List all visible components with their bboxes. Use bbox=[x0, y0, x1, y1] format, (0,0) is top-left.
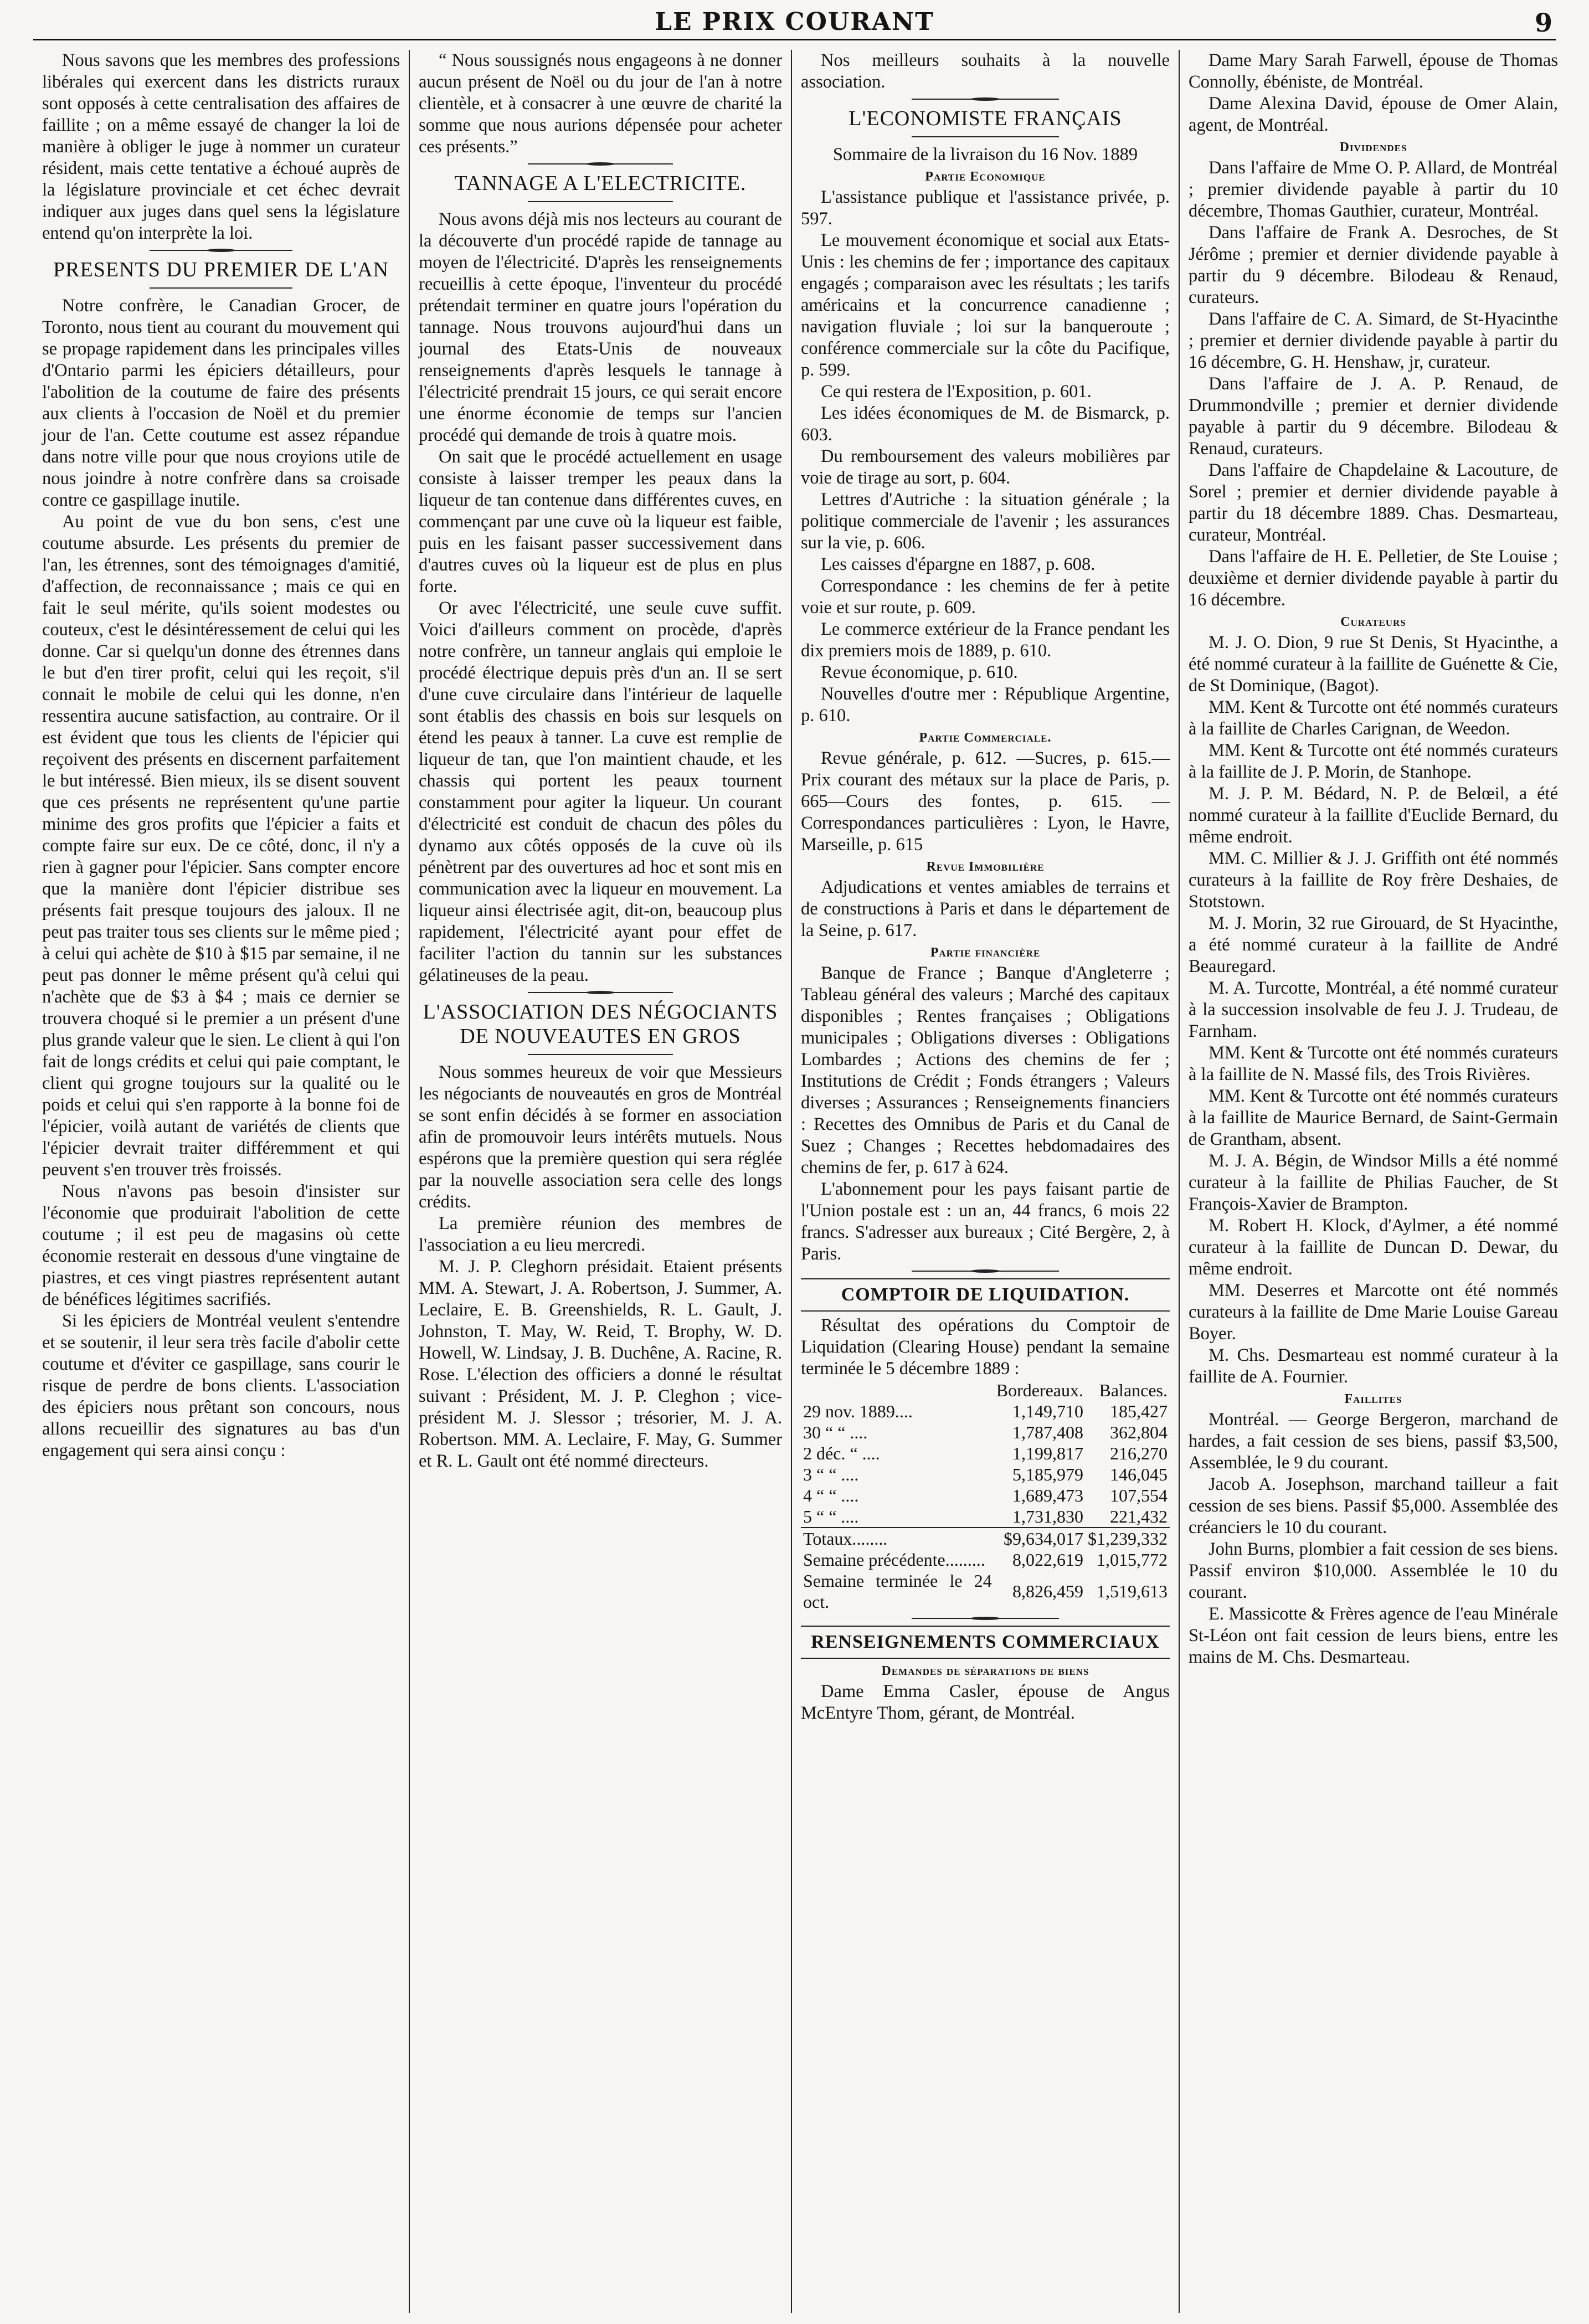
table-header-row bbox=[801, 1380, 1170, 1401]
table-row bbox=[801, 1485, 1170, 1506]
column-4 bbox=[1180, 50, 1567, 2313]
paragraph: Nos meilleurs souhaits à la nouvelle association. bbox=[801, 50, 1170, 92]
summary-line: Sommaire de la livraison du 16 Nov. 1889 bbox=[832, 145, 1138, 164]
list-item: M. J. A. Bégin, de Windsor Mills a été nommé curateur à la faillite de Philias Faucher, de St François-Xavier de Brampton. bbox=[1189, 1151, 1558, 1214]
ornament-divider bbox=[912, 1271, 1059, 1272]
divider bbox=[528, 201, 673, 202]
paragraph: Si les épiciers de Montréal veulent s'entendre et se soutenir, il leur sera très facile d'abolir cette coutume et d'éviter ce gaspillage, sans courir le risque de perdre de bons clients. L'association des épiciers nous prêtant son concours, nous allons recueillir des signatures au bas d'un engagement qui sera ainsi conçu : bbox=[42, 1311, 400, 1461]
list-item: Dame Alexina David, épouse de Omer Alain, agent, de Montréal. bbox=[1189, 94, 1558, 135]
list-item: M. Chs. Desmarteau est nommé curateur à la faillite de A. Fournier. bbox=[1189, 1345, 1558, 1387]
table-total-row bbox=[801, 1528, 1170, 1549]
table-cell: 216,270 bbox=[1110, 1443, 1168, 1463]
ornament-divider bbox=[528, 992, 673, 993]
article-heading: L'ECONOMISTE FRANÇAIS bbox=[849, 107, 1122, 130]
table-cell: Totaux........ bbox=[801, 1528, 994, 1549]
ornament-divider bbox=[150, 250, 292, 251]
table-row bbox=[801, 1570, 1170, 1612]
list-item: Le commerce extérieur de la France pendant les dix premiers mois de 1889, p. 610. bbox=[801, 619, 1170, 661]
table-cell: 30 “ “ .... bbox=[803, 1422, 868, 1442]
ornament-divider bbox=[912, 1618, 1059, 1619]
subheading: Faillites bbox=[1344, 1392, 1402, 1406]
ornament-divider bbox=[912, 99, 1059, 100]
list-item: MM. Kent & Turcotte ont été nommés curateurs à la faillite de Charles Carignan, de Weedon. bbox=[1189, 697, 1558, 739]
paragraph: Nous n'avons pas besoin d'insister sur l'économie que produirait l'abolition de cette coutume ; il est peu de magasins où cette économie resterait en dessous d'une vingtaine de piastres, et ces vingt piastres représentent autant de bénéfices légitimes sacrifiés. bbox=[42, 1181, 400, 1309]
table-cell: 8,826,459 bbox=[1012, 1581, 1083, 1601]
table-cell: 1,015,772 bbox=[1097, 1550, 1168, 1570]
subheading: Demandes de séparations de biens bbox=[881, 1664, 1089, 1678]
table-cell: 4 “ “ .... bbox=[803, 1485, 859, 1505]
list-item: Ce qui restera de l'Exposition, p. 601. bbox=[821, 382, 1092, 402]
list-item: Banque de France ; Banque d'Angleterre ; Tableau général des valeurs ; Marché des capitaux disponibles ; Rentes françaises ; Obligations municipales ; Obligations diverses : Obligations Lombardes ; Actions des chemins de fer ; Institutions de Crédit ; Fonds étrangers ; Valeurs diverses ; Assurances ; Renseignements financiers : Recettes des Omnibus de Paris et du Canal de Suez ; Changes ; Recettes hebdomadaires des chemins de fer, p. 617 à 624. bbox=[801, 963, 1170, 1178]
columns bbox=[33, 50, 1567, 2313]
paragraph: Nous savons que les membres des professions libérales qui exercent dans les districts ruraux sont opposés à cette centralisation des affaires de faillite ; on a même essayé de changer la loi de manière à obliger le juge à nommer un curateur résident, mais cette tentative a échoué auprès de la législature provinciale et cet échec devrait indiquer aux juges dans quel sens la législature entend qu'on interprète la loi. bbox=[42, 50, 400, 243]
column-header: Balances. bbox=[1099, 1380, 1168, 1400]
list-item: Lettres d'Autriche : la situation générale ; la politique commerciale de l'avenir ; les assurances sur la vie, p. 606. bbox=[801, 490, 1170, 553]
list-item: MM. C. Millier & J. J. Griffith ont été nommés curateurs à la faillite de Roy frère Deshaies, de Stotstown. bbox=[1189, 849, 1558, 912]
table-row bbox=[801, 1549, 1170, 1570]
article-heading: RENSEIGNEMENTS COMMERCIAUX bbox=[801, 1626, 1170, 1659]
table-cell: $1,239,332 bbox=[1086, 1528, 1170, 1549]
quoted-pledge: “ Nous soussignés nous engageons à ne donner aucun présent de Noël ou du jour de l'an à notre clientèle, et à consacrer à une œuvre de charité la somme que nous aurions dépensée pour acheter ces présents.” bbox=[419, 50, 782, 157]
table-cell: 3 “ “ .... bbox=[803, 1464, 859, 1484]
article-heading: TANNAGE A L'ELECTRICITE. bbox=[454, 172, 747, 195]
list-item: Dame Mary Sarah Farwell, épouse de Thomas Connolly, ébéniste, de Montréal. bbox=[1189, 50, 1558, 92]
list-item: L'assistance publique et l'assistance privée, p. 597. bbox=[801, 187, 1170, 229]
paragraph: Or avec l'électricité, une seule cuve suffit. Voici d'ailleurs comment on procède, d'après notre confrère, un tanneur anglais qui emploie le procédé électrique depuis près d'un an. Il se sert d'une cuve circulaire dans l'intérieur de laquelle sont établis des chassis en bois sur lesquels on étend les peaux à tanner. La cuve est remplie de liqueur de tan, que l'on maintient chaude, et les chassis qui portent les peaux tournent constamment pour agiter la liqueur. Un courant d'électricité est conduit de chacun des pôles du dynamo aux côtés opposés de la cuve où ils pénètrent par des ouvertures ad hoc et sont mis en communication avec la liqueur en mouvement. La liqueur ainsi électrisée agit, dit-on, beaucoup plus rapidement, l'électricité ayant pour effet de faciliter l'action du tannin sur les substances gélatineuses de la peau. bbox=[419, 598, 782, 985]
clearing-house-table bbox=[801, 1380, 1170, 1612]
list-item: Le mouvement économique et social aux Etats-Unis : les chemins de fer ; importance des capitaux engagés ; comparaison avec les résultats ; les tarifs américains et la concurrence canadienne ; navigation fluviale ; loi sur la banqueroute ; conférence commerciale sur la côte du Pacifique, p. 599. bbox=[801, 230, 1170, 380]
column-2 bbox=[410, 50, 792, 2313]
list-item: Jacob A. Josephson, marchand tailleur a fait cession de ses biens. Passif $5,000. Assemblée des créanciers le 10 du courant. bbox=[1189, 1474, 1558, 1538]
table-cell: Semaine précédente......... bbox=[803, 1550, 985, 1570]
article-heading: L'ASSOCIATION DES NÉGOCIANTS DE NOUVEAUTES EN GROS bbox=[423, 1000, 778, 1048]
page-number: 9 bbox=[1534, 8, 1552, 38]
list-item: Nouvelles d'outre mer : République Argentine, p. 610. bbox=[801, 684, 1170, 726]
divider bbox=[528, 1054, 673, 1055]
table-cell: 107,554 bbox=[1110, 1485, 1168, 1505]
table-cell: 1,787,408 bbox=[1012, 1422, 1083, 1442]
table-cell: 362,804 bbox=[1110, 1422, 1168, 1442]
list-item: E. Massicotte & Frères agence de l'eau Minérale St-Léon ont fait cession de leurs biens, entre les mains de M. Chs. Desmarteau. bbox=[1189, 1604, 1558, 1667]
list-item: M. J. P. M. Bédard, N. P. de Belœil, a été nommé curateur à la faillite d'Euclide Bernard, du même endroit. bbox=[1189, 784, 1558, 847]
list-item: MM. Kent & Turcotte ont été nommés curateurs à la faillite de Maurice Bernard, de Saint-Germain de Grantham, absent. bbox=[1189, 1086, 1558, 1149]
table-row bbox=[801, 1422, 1170, 1443]
paragraph: On sait que le procédé actuellement en usage consiste à laisser tremper les peaux dans la liqueur de tan contenue dans différentes cuves, en commençant par une cuve où la liqueur est faible, puis en les faisant passer successivement dans d'autres cuves où la liqueur est de plus en plus forte. bbox=[419, 447, 782, 597]
table-cell: 29 nov. 1889.... bbox=[803, 1401, 913, 1421]
paragraph: Au point de vue du bon sens, c'est une coutume absurde. Les présents du premier de l'an, les étrennes, sont des témoignages d'amitié, d'affection, de reconnaissance ; mais ce qui en fait le seul mérite, qu'ils soient modestes ou couteux, c'est le désintéressement de celui qui les donne. Car si quelqu'un donne des étrennes dans le but d'en tirer profit, celui qui les reçoit, s'il connait le mobile de celui qui les donne, n'en ressentira aucune satisfaction, au contraire. Or il est évident que tous les clients de l'épicier qui reçoivent des présents en discernent parfaitement le but intéressé. Bien mieux, ils se disent souvent que ces présents ne représentent qu'une partie minime des gros profits que l'épicier a faits et compte faire sur eux. De ce côté, donc, il n'y a rien à gagner pour l'épicier. Sans compter encore que la manière dont l'épicier distribue ses présents fait presque toujours des jaloux. Il ne peut pas traiter tous ses clients sur le même pied ; à celui qui achète de $10 à $15 par semaine, il ne peut pas donner le même présent qu'à celui qui n'achète que de $3 à $4 ; mais ce dernier se trouvera choqué si le premier a un présent d'une plus grande valeur que le sien. Le client à qui l'on fait de longs crédits et celui qui paie comptant, le client qui grogne toujours sur la qualité ou le poids et celui qui s'en rapporte à la bonne foi de l'épicier, voilà autant de variétés de clients que l'épicier devrait traiter différemment et qui peuvent s'en trouver très froissés. bbox=[42, 512, 400, 1180]
list-item: Dans l'affaire de J. A. P. Renaud, de Drummondville ; premier et dernier dividende payable à partir du 9 décembre. Bilodeau & Renaud, curateurs. bbox=[1189, 374, 1558, 459]
column-3 bbox=[792, 50, 1180, 2313]
divider bbox=[912, 136, 1059, 137]
table-cell: 5 “ “ .... bbox=[803, 1507, 859, 1526]
table-row bbox=[801, 1443, 1170, 1464]
masthead bbox=[33, 6, 1556, 40]
table-row bbox=[801, 1401, 1170, 1422]
table-cell: Semaine terminée le 24 oct. bbox=[803, 1571, 992, 1612]
list-item: Dame Emma Casler, épouse de Angus McEntyre Thom, gérant, de Montréal. bbox=[801, 1682, 1170, 1723]
list-item: Revue générale, p. 612. —Sucres, p. 615.— Prix courant des métaux sur la place de Paris, p. 665—Cours des fontes, p. 615. —Correspondances particulières : Lyon, le Havre, Marseille, p. 615 bbox=[801, 748, 1170, 855]
subheading: Curateurs bbox=[1340, 615, 1406, 629]
list-item: Adjudications et ventes amiables de terrains et de constructions à Paris et dans le département de la Seine, p. 617. bbox=[801, 877, 1170, 940]
newspaper-title: LE PRIX COURANT bbox=[655, 8, 934, 36]
table-row bbox=[801, 1464, 1170, 1485]
table-cell: 185,427 bbox=[1110, 1401, 1168, 1421]
list-item: Du remboursement des valeurs mobilières par voie de tirage au sort, p. 604. bbox=[801, 446, 1170, 488]
table-cell: 1,199,817 bbox=[1012, 1443, 1083, 1463]
list-item: Dans l'affaire de Chapdelaine & Lacouture, de Sorel ; premier et dernier dividende payable à partir du 18 décembre 1889. Chas. Desmarteau, curateur, Montréal. bbox=[1189, 460, 1558, 545]
list-item: Dans l'affaire de H. E. Pelletier, de Ste Louise ; deuxième et dernier dividende payable à partir du 16 décembre. bbox=[1189, 547, 1558, 610]
table-cell: 1,689,473 bbox=[1012, 1485, 1083, 1505]
subheading: Revue Immobilière bbox=[926, 860, 1045, 874]
paragraph: La première réunion des membres de l'association a eu lieu mercredi. bbox=[419, 1214, 782, 1255]
divider bbox=[150, 287, 292, 289]
list-item: John Burns, plombier a fait cession de ses biens. Passif environ $10,000. Assemblée le 10 du courant. bbox=[1189, 1539, 1558, 1602]
article-heading: COMPTOIR DE LIQUIDATION. bbox=[801, 1278, 1170, 1312]
paragraph: Nous sommes heureux de voir que Messieurs les négociants de nouveautés en gros de Montréal se sont enfin décidés à se former en association afin de promouvoir leurs intérêts mutuels. Nous espérons que la première question qui sera réglée par la nouvelle association sera celle des longs crédits. bbox=[419, 1062, 782, 1212]
table-cell: 1,731,830 bbox=[1012, 1507, 1083, 1526]
paragraph: Notre confrère, le Canadian Grocer, de Toronto, nous tient au courant du mouvement qui se propage rapidement dans les principales villes d'Ontario parmi les épiciers détailleurs, pour l'abolition de la coutume de faire des présents aux clients à l'occasion de Noël et du premier jour de l'an. Cette coutume est assez répandue dans notre ville pour que nous croyions utile de nous joindre à notre confrère dans sa croisade contre ce gaspillage inutile. bbox=[42, 296, 400, 510]
list-item: Les idées économiques de M. de Bismarck, p. 603. bbox=[801, 403, 1170, 445]
table-cell: 8,022,619 bbox=[1012, 1550, 1083, 1570]
subheading: Partie Economique bbox=[925, 169, 1046, 184]
list-item: MM. Kent & Turcotte ont été nommés curateurs à la faillite de N. Massé fils, des Trois Rivières. bbox=[1189, 1043, 1558, 1084]
list-item: Revue économique, p. 610. bbox=[821, 662, 1018, 682]
subheading: Dividendes bbox=[1339, 140, 1407, 155]
table-cell: 2 déc. “ .... bbox=[803, 1443, 880, 1463]
table-row bbox=[801, 1506, 1170, 1528]
table-cell: 1,149,710 bbox=[1012, 1401, 1083, 1421]
table-cell: $9,634,017 bbox=[994, 1528, 1086, 1549]
table-cell: 1,519,613 bbox=[1097, 1581, 1168, 1601]
list-item: MM. Deserres et Marcotte ont été nommés curateurs à la faillite de Dme Marie Louise Gareau Boyer. bbox=[1189, 1281, 1558, 1344]
list-item: Montréal. — George Bergeron, marchand de hardes, a fait cession de ses biens, passif $3,500, Assemblée, le 9 du courant. bbox=[1189, 1410, 1558, 1473]
paragraph: Résultat des opérations du Comptoir de Liquidation (Clearing House) pendant la semaine terminée le 5 décembre 1889 : bbox=[801, 1315, 1170, 1379]
ornament-divider bbox=[528, 163, 673, 164]
list-item: Dans l'affaire de Mme O. P. Allard, de Montréal ; premier dividende payable à partir du 10 décembre, Thomas Gauthier, curateur, Montréal. bbox=[1189, 158, 1558, 221]
table-cell: 221,432 bbox=[1110, 1507, 1168, 1526]
list-item: Correspondance : les chemins de fer à petite voie et sur route, p. 609. bbox=[801, 576, 1170, 618]
subheading: Partie financière bbox=[930, 945, 1041, 960]
column-header: Bordereaux. bbox=[996, 1380, 1083, 1400]
table-cell: 146,045 bbox=[1110, 1464, 1168, 1484]
list-item: MM. Kent & Turcotte ont été nommés curateurs à la faillite de J. P. Morin, de Stanhope. bbox=[1189, 741, 1558, 782]
list-item: Les caisses d'épargne en 1887, p. 608. bbox=[821, 554, 1096, 574]
list-item: Dans l'affaire de C. A. Simard, de St-Hyacinthe ; premier et dernier dividende payable à partir du 16 décembre, G. H. Henshaw, jr, curateur. bbox=[1189, 309, 1558, 372]
table-cell: 5,185,979 bbox=[1012, 1464, 1083, 1484]
paragraph: Nous avons déjà mis nos lecteurs au courant de la découverte d'un procédé rapide de tannage au moyen de l'électricité. D'après les renseignements recueillis à cette époque, l'inventeur du procédé prétendait terminer en quatre jours l'opération du tannage. Nous trouvons aujourd'hui dans un journal des Etats-Unis de nouveaux renseignements d'après lesquels le tannage à l'électricité prendrait 15 jours, ce qui serait encore une énorme économie de temps sur l'ancien procédé qui demande de trois à quatre mois. bbox=[419, 209, 782, 445]
list-item: M. Robert H. Klock, d'Aylmer, a été nommé curateur à la faillite de Duncan D. Dewar, du même endroit. bbox=[1189, 1216, 1558, 1279]
subheading: Partie Commerciale. bbox=[919, 731, 1052, 745]
list-item: M. J. Morin, 32 rue Girouard, de St Hyacinthe, a été nommé curateur à la faillite de André Beauregard. bbox=[1189, 913, 1558, 976]
list-item: Dans l'affaire de Frank A. Desroches, de St Jérôme ; premier et dernier dividende payable à partir du 9 décembre. Bilodeau & Renaud, curateurs. bbox=[1189, 223, 1558, 307]
column-1 bbox=[33, 50, 410, 2313]
article-heading: PRESENTS DU PREMIER DE L'AN bbox=[53, 258, 389, 281]
list-item: M. A. Turcotte, Montréal, a été nommé curateur à la succession insolvable de feu J. J. Trudeau, de Farnham. bbox=[1189, 978, 1558, 1041]
paragraph: L'abonnement pour les pays faisant partie de l'Union postale est : un an, 44 francs, 6 mois 22 francs. S'adresser aux bureaux ; Cité Bergère, 2, à Paris. bbox=[801, 1179, 1170, 1264]
list-item: M. J. O. Dion, 9 rue St Denis, St Hyacinthe, a été nommé curateur à la faillite de Guénette & Cie, de St Dominique, (Bagot). bbox=[1189, 633, 1558, 696]
paragraph: M. J. P. Cleghorn présidait. Etaient présents MM. A. Stewart, J. A. Robertson, J. Summer, A. Leclaire, E. B. Greenshields, R. L. Gault, J. Johnston, T. May, W. Reid, T. Brophy, W. D. Howell, W. Lindsay, J. B. Duchêne, A. Racine, R. Rose. L'élection des officiers a donné le résultat suivant : Président, M. J. P. Cleghon ; vice-président M. J. Slessor ; trésorier, M. J. A. Robertson. MM. A. Leclaire, F. May, G. Summer et R. L. Gault ont été nommé directeurs. bbox=[419, 1257, 782, 1471]
